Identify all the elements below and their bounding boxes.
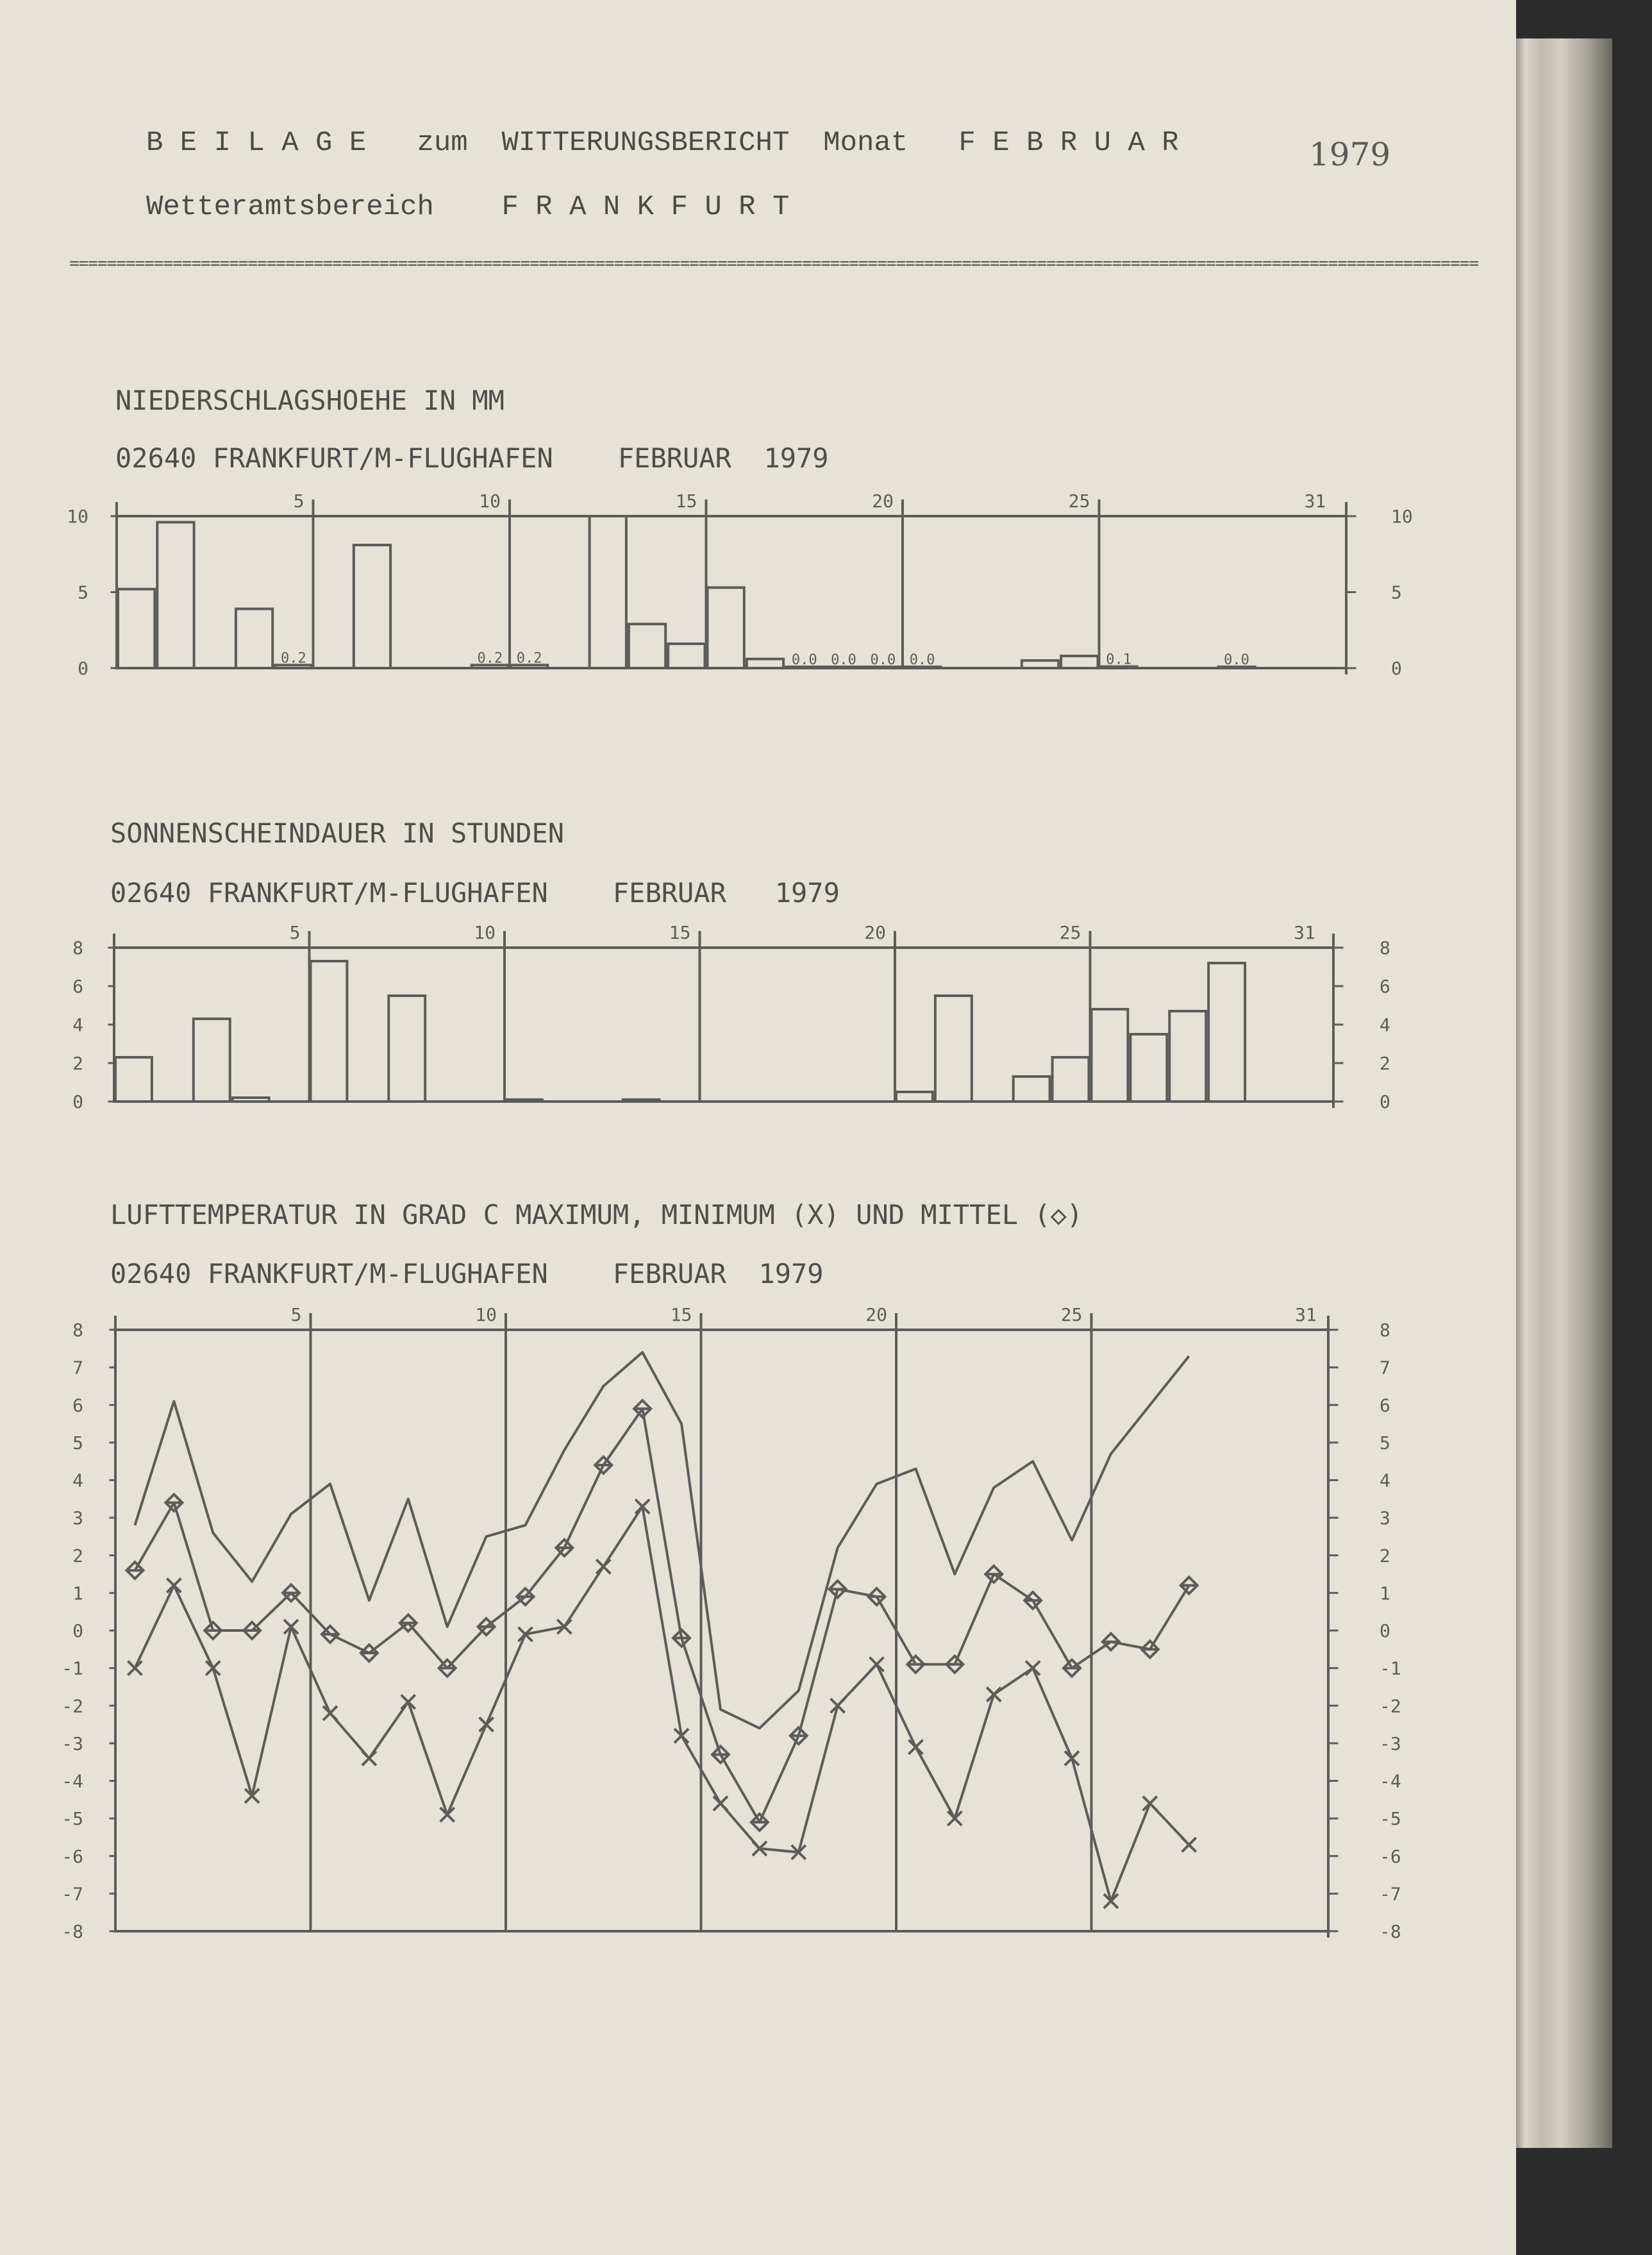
- precip-bar: [157, 522, 194, 668]
- temperature-y-tick-label-right: 0: [1380, 1620, 1390, 1641]
- temp-mean-marker: [1103, 1634, 1119, 1650]
- sunshine-bar: [194, 1019, 230, 1102]
- precip-bar-value-label: 0.2: [516, 650, 542, 667]
- temp-mean-marker: [751, 1814, 768, 1831]
- temp-min-marker: [596, 1559, 610, 1573]
- sunshine-y-tick-label-right: 0: [1380, 1091, 1390, 1112]
- precip-x-tick-label: 25: [1068, 490, 1090, 512]
- precip-bar-value-label: 0.0: [870, 652, 896, 668]
- sunshine-bar: [896, 1092, 933, 1102]
- temp-mean-marker: [946, 1656, 963, 1673]
- precip-bar: [1022, 660, 1058, 668]
- precip-bar: [118, 589, 154, 668]
- sunshine-x-tick-label: 10: [474, 922, 496, 943]
- temp-mean-marker: [830, 1581, 846, 1598]
- temperature-y-tick-label-left: 0: [72, 1620, 83, 1641]
- sunshine-y-tick-label-left: 2: [72, 1053, 83, 1074]
- temp-min-marker: [987, 1688, 1001, 1702]
- temp-min-marker: [947, 1811, 962, 1825]
- sunshine-bar: [311, 961, 347, 1102]
- precip-chart-subtitle: 02640 FRANKFURT/M-FLUGHAFEN FEBRUAR 1979: [115, 442, 829, 474]
- sunshine-y-tick-label-left: 0: [72, 1091, 83, 1112]
- sunshine-chart-title: SONNENSCHEINDAUER IN STUNDEN: [110, 817, 565, 849]
- temp-mean-marker: [165, 1495, 182, 1511]
- temperature-x-tick-label: 25: [1060, 1304, 1083, 1325]
- temperature-y-tick-label-left: 6: [72, 1395, 83, 1416]
- sunshine-bar: [1169, 1011, 1206, 1102]
- precip-bar: [629, 624, 665, 668]
- temperature-y-tick-label-left: -1: [62, 1657, 83, 1679]
- temperature-y-tick-label-right: 6: [1380, 1395, 1390, 1416]
- temperature-x-tick-label: 31: [1295, 1304, 1317, 1325]
- temperature-y-tick-label-left: -8: [62, 1921, 83, 1942]
- sunshine-y-tick-label-right: 4: [1380, 1014, 1390, 1035]
- sunshine-chart-subtitle: 02640 FRANKFURT/M-FLUGHAFEN FEBRUAR 1979: [110, 877, 840, 909]
- precip-bar: [1061, 656, 1097, 668]
- temperature-y-tick-label-right: 4: [1380, 1470, 1390, 1491]
- temperature-x-tick-label: 20: [865, 1304, 887, 1325]
- sunshine-x-tick-label: 31: [1294, 922, 1315, 943]
- temp-min-marker: [870, 1657, 884, 1672]
- precip-bar-value-label: 0.0: [791, 652, 817, 668]
- precip-bar: [354, 545, 390, 668]
- temperature-x-tick-label: 10: [475, 1304, 497, 1325]
- temperature-y-tick-label-left: 4: [72, 1470, 83, 1491]
- sunshine-x-tick-label: 5: [289, 922, 301, 943]
- sunshine-bar: [233, 1098, 269, 1102]
- temp-min-marker: [362, 1751, 376, 1765]
- precip-x-tick-label: 15: [675, 490, 697, 512]
- temp-mean-marker: [126, 1562, 143, 1579]
- temperature-y-tick-label-left: -4: [62, 1770, 83, 1792]
- temperature-y-tick-label-right: -5: [1380, 1808, 1401, 1830]
- report-header-line2: Wetteramtsbereich F R A N K F U R T: [146, 191, 790, 223]
- temperature-y-tick-label-right: 1: [1380, 1582, 1390, 1604]
- sunshine-bar: [1208, 963, 1245, 1102]
- temp-mean-marker: [1024, 1592, 1041, 1609]
- precip-y-tick-label-left: 10: [67, 506, 88, 527]
- temp-min-marker: [1065, 1751, 1079, 1765]
- temperature-y-tick-label-right: -7: [1380, 1883, 1401, 1905]
- temperature-y-tick-label-left: 7: [72, 1357, 83, 1379]
- sunshine-bar: [115, 1057, 152, 1102]
- temp-mean-marker: [790, 1727, 807, 1744]
- precip-y-tick-label-right: 10: [1391, 506, 1413, 527]
- precip-bar-value-label: 0.1: [1106, 651, 1132, 668]
- temp-min-marker: [1143, 1797, 1157, 1811]
- temp-mean-marker: [1181, 1577, 1197, 1594]
- temperature-y-tick-label-right: -6: [1380, 1845, 1401, 1867]
- sunshine-bar: [1053, 1057, 1089, 1102]
- temperature-y-tick-label-left: -2: [62, 1695, 83, 1717]
- header-rule: ======================================================================================================================================================: [69, 254, 1478, 273]
- temp-min-marker: [480, 1718, 494, 1732]
- sunshine-x-tick-label: 15: [669, 922, 691, 943]
- report-year: 1979: [1309, 136, 1391, 173]
- sunshine-bar: [935, 996, 972, 1102]
- temperature-y-tick-label-left: -6: [62, 1845, 83, 1867]
- sunshine-bar: [388, 996, 425, 1102]
- report-header-line1: B E I L A G E zum WITTERUNGSBERICHT Monat F E B R U A R: [146, 127, 1179, 159]
- temp-min-marker: [908, 1740, 922, 1754]
- temp-min-marker: [206, 1661, 220, 1675]
- temperature-y-tick-label-right: 3: [1380, 1507, 1390, 1529]
- temperature-y-tick-label-left: 3: [72, 1507, 83, 1529]
- sunshine-y-tick-label-right: 8: [1380, 937, 1390, 959]
- temperature-y-tick-label-left: -3: [62, 1732, 83, 1754]
- temp-min-marker: [323, 1706, 337, 1720]
- temperature-y-tick-label-right: -3: [1380, 1732, 1401, 1754]
- precip-chart-title: NIEDERSCHLAGSHOEHE IN MM: [115, 385, 505, 416]
- precip-x-tick-label: 5: [293, 490, 305, 512]
- temperature-y-tick-label-left: 1: [72, 1582, 83, 1604]
- temp-mean-marker: [204, 1622, 221, 1639]
- temperature-y-tick-label-right: -2: [1380, 1695, 1401, 1717]
- temperature-y-tick-label-left: -7: [62, 1883, 83, 1905]
- temperature-y-tick-label-right: 5: [1380, 1432, 1390, 1454]
- temperature-x-tick-label: 15: [670, 1304, 692, 1325]
- precip-bar-value-label: 0.0: [909, 652, 935, 668]
- temp-min-marker: [1026, 1661, 1040, 1675]
- temperature-y-tick-label-right: 8: [1380, 1320, 1390, 1341]
- temp-mean-marker: [712, 1746, 729, 1763]
- temperature-x-tick-label: 5: [290, 1304, 302, 1325]
- sunshine-y-tick-label-left: 8: [72, 937, 83, 959]
- sunshine-bar: [1092, 1009, 1128, 1102]
- temperature-y-tick-label-left: 8: [72, 1320, 83, 1341]
- temp-min-marker: [401, 1695, 415, 1709]
- precip-bar-value-label: 0.0: [831, 652, 856, 668]
- sunshine-y-tick-label-right: 6: [1380, 976, 1390, 997]
- book-page-edges: [1516, 38, 1612, 2148]
- temperature-y-tick-label-left: 5: [72, 1432, 83, 1454]
- temp-min-marker: [713, 1797, 728, 1811]
- temp-mean-marker: [985, 1566, 1002, 1582]
- precip-x-tick-label: 10: [479, 490, 501, 512]
- precip-bar-value-label: 0.2: [280, 650, 306, 667]
- temperature-y-tick-label-left: 2: [72, 1545, 83, 1566]
- precip-y-tick-label-left: 0: [78, 658, 88, 679]
- sunshine-bar: [623, 1100, 660, 1102]
- temperature-y-tick-label-right: -4: [1380, 1770, 1401, 1792]
- temp-min-marker: [440, 1807, 455, 1822]
- precip-y-tick-label-right: 5: [1391, 582, 1402, 603]
- precip-x-tick-label: 31: [1304, 490, 1326, 512]
- temp-mean-marker: [1064, 1660, 1080, 1677]
- precip-bar: [590, 516, 626, 668]
- precip-y-tick-label-left: 5: [78, 582, 88, 603]
- temp-min-marker: [167, 1579, 181, 1593]
- temp-min-marker: [1182, 1838, 1196, 1852]
- sunshine-bar: [1014, 1077, 1050, 1102]
- precip-bar: [668, 644, 705, 668]
- sunshine-x-tick-label: 20: [864, 922, 886, 943]
- temperature-y-tick-label-right: 2: [1380, 1545, 1390, 1566]
- sunshine-y-tick-label-left: 4: [72, 1014, 83, 1035]
- precip-x-tick-label: 20: [872, 490, 894, 512]
- sunshine-bar: [1130, 1034, 1167, 1102]
- temp-mean-marker: [595, 1457, 612, 1473]
- temperature-chart-subtitle: 02640 FRANKFURT/M-FLUGHAFEN FEBRUAR 1979: [110, 1258, 824, 1289]
- temperature-y-tick-label-right: -8: [1380, 1921, 1401, 1942]
- temp-mean-marker: [907, 1656, 924, 1673]
- precip-bar: [708, 587, 744, 668]
- temp-min-line: [135, 1507, 1189, 1902]
- precip-bar-value-label: 0.0: [1224, 652, 1249, 668]
- precip-y-tick-label-right: 0: [1391, 658, 1402, 679]
- temperature-y-tick-label-right: -1: [1380, 1657, 1401, 1679]
- temperature-y-tick-label-right: 7: [1380, 1357, 1390, 1379]
- sunshine-y-tick-label-right: 2: [1380, 1053, 1390, 1074]
- temp-min-marker: [1104, 1894, 1118, 1908]
- sunshine-bar: [506, 1100, 542, 1102]
- sunshine-x-tick-label: 25: [1059, 922, 1081, 943]
- sunshine-y-tick-label-left: 6: [72, 976, 83, 997]
- temp-mean-marker: [869, 1588, 885, 1605]
- temp-mean-marker: [1142, 1641, 1158, 1657]
- temperature-y-tick-label-left: -5: [62, 1808, 83, 1830]
- precip-bar: [236, 609, 272, 668]
- precip-bar: [747, 659, 783, 668]
- temperature-chart-title: LUFTTEMPERATUR IN GRAD C MAXIMUM, MINIMUM (X) UND MITTEL (◇): [110, 1199, 1083, 1230]
- precip-bar-value-label: 0.2: [477, 650, 503, 667]
- temp-min-marker: [128, 1661, 142, 1675]
